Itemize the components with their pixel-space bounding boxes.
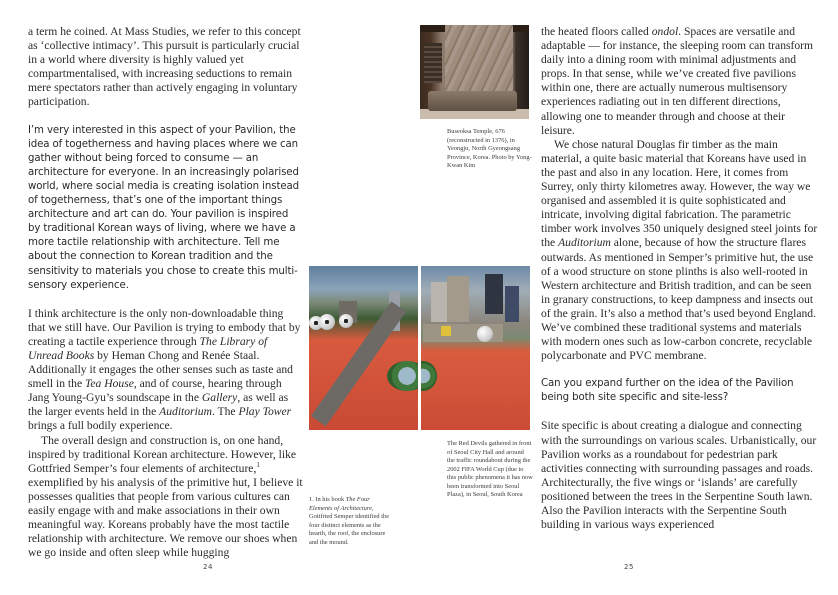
- paragraph: Site specific is about creating a dialogue and connecting with the surroundings on various scales. Urbanistically, our Pavilion works as a roundabout for pedestrian park activities connecting with surrounding passages and roads. Architecturally, the five wings or ‘islands’ are carefully positioned between the trees in the Serpentine South lawn. Also the Pavilion interacts with the Serpentine South building in various ways experienced: [541, 419, 817, 532]
- footnote: 1. In his book The Four Elements of Architecture, Gottfried Semper identified the four distinct elements as the hearth, the roof, the enclosure and the mound.: [309, 496, 390, 546]
- paragraph: a term he coined. At Mass Studies, we refer to this concept as ‘collective intimacy’. This pursuit is particularly crucial in a world where diversity is highly valued yet compartmentalised, with increasing seductions to remain mere spectators rather than actively engaging in voluntary participation.: [28, 25, 301, 109]
- page-number: 25: [624, 563, 634, 571]
- temple-caption: Buseoksa Temple, 676 (reconstructed in 1376), in Yeongju, North Gyeongsang Province, Korea. Photo by Yong-Kwan Kim: [447, 128, 532, 169]
- crowd-caption: The Red Devils gathered in front of Seoul City Hall and around the traffic roundabout during the 2002 FIFA World Cup (due to this public phenomena it has now been transformed into Seoul Plaza), in Seoul, South Korea: [447, 440, 533, 498]
- right-text-column: [541, 25, 819, 532]
- interview-question: I’m very interested in this aspect of your Pavilion, the idea of togetherness and having places where we can gather without being forced to consume — an architecture for everyone. In an increasingly polarised world, where social media is creating isolation instead of togetherness, that’s one of the important things architecture and art can do. Your pavilion is inspired by traditional Korean ways of living, where we have a more tactile relationship with architecture. Tell me about the connection to Korean tradition and the sensitivity to materials you chose to create this multi-sensory experience.: [28, 124, 300, 291]
- paragraph: We chose natural Douglas fir timber as the main material, a quite basic material that Koreans have used in the past and also in any location. Here, it comes from Surrey, only thirty kilometres away. However, the way we organised and assembled it is quite sophisticated and intricate, involving digital fabrication. The parametric timber work involves 350 uniquely designed steel joints for the Auditorium alone, because of how the structure flares outwards. As mentioned in Semper’s primitive hut, the use of a wood structure on stone plinths is also well-rooted in Western architecture and British tradition, and can be seen in granary constructions, to keep dampness and insects out of the grain. It’s also a method that’s used beyond England. We’ve combined these traditional systems and materials with modern ones such as low-carbon concrete, recyclable polycarbonate and PVC membrane.: [541, 137, 818, 363]
- italic-title: ondol: [651, 25, 679, 38]
- italic-title: The Library of Unread Books: [28, 334, 268, 362]
- footnote-marker[interactable]: 1: [256, 460, 260, 469]
- left-text-column: [28, 25, 303, 560]
- italic-title: Tea House: [85, 377, 134, 391]
- right-page: [419, 0, 838, 595]
- paragraph: the heated floors called ondol. Spaces are versatile and adaptable — for instance, the sleeping room can transform daily into a dining room with minimal adjustments and props. In that sense, while we’ve created five pavilions within one, there are actually numerous multisensory experiences radiating out in ten different directions, allowing one to meander through and choose at their leisure.: [541, 25, 814, 137]
- italic-title: Play Tower: [238, 405, 292, 419]
- page-number: 24: [203, 563, 213, 571]
- paragraph: The overall design and construction is, on one hand, inspired by traditional Korean architecture. However, like Gottfried Semper’s four elements of architecture,$^1$ exemplified by his analysis of the primitive hut, I believe it possesses qualities that people from various cultures can easily engage with and make associations in their own meaningful way. Koreans probably have the most tactile relationship with architecture. We remove our shoes when we go inside and often sleep while hugging: [28, 433, 303, 560]
- interview-question: Can you expand further on the idea of the Pavilion being both site specific and site-less?: [541, 378, 794, 404]
- italic-title: Auditorium: [159, 405, 212, 419]
- italic-title: Auditorium: [558, 236, 611, 250]
- crowd-photo-left: [309, 266, 418, 430]
- paragraph: I think architecture is the only non-downloadable thing that we still have. Our Pavilion is trying to embody that by creating a tactile experience through The Library of Unread Books by Heman Chong and Renée Staal. Additionally it engages the other senses such as taste and smell in the Tea House, and of course, hearing through Jang Young-Gyu’s soundscape in the Gallery, as well as the larger events held in the Auditorium. The Play Tower brings a full bodily experience.: [28, 306, 301, 433]
- italic-title: The Four Elements of Architecture: [309, 496, 372, 512]
- italic-title: Gallery: [201, 391, 238, 405]
